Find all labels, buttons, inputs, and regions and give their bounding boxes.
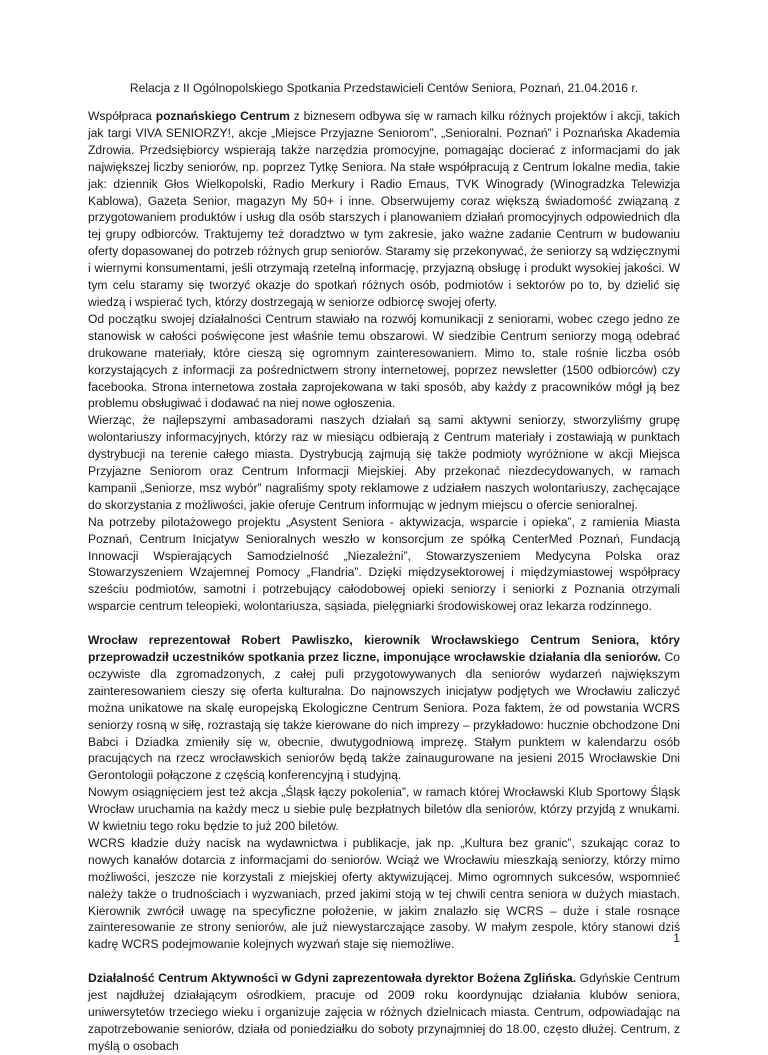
bold-phrase-poznan: poznańskiego Centrum [155, 109, 290, 123]
text-run: Co oczywiste dla zgromadzonych, z całej puli przygotowywanych dla seniorów wydarzeń największym zainteresowaniem cieszy się oferta kulturalna. Do najnowszych inicjatyw podjętych we Wrocławiu zaliczyć można unikatowe na skalę europejską Ekologiczne Centrum Seniora. Poza faktem, że od powstania WCRS seniorzy rosną w siłę, rozrastają się także kierowane do nich imprezy – przykładowo: hucznie obchodzone Dni Babci i Dziadka zmieniły się w, obecnie, dwutygodniową imprezę. Stałym punktem w kalendarzu osób pracujących na rzecz wrocławskich seniorów będą także zainaugurowane na jesieni 2015 Wrocławskie Dni Gerontologii połączone z częścią konferencyjną i studyjną. [88, 649, 680, 783]
document-body [88, 108, 680, 1055]
paragraph-gdynia-intro [88, 970, 680, 1055]
bold-phrase-wroclaw: Wrocław reprezentował Robert Pawliszko, kierownik Wrocławskiego Centrum Seniora, który przeprowadził uczestników spotkania przez liczne, imponujące wrocławskie działania dla seniorów. [88, 633, 680, 664]
paragraph-wroclaw-slask: Nowym osiągnięciem jest też akcja „Śląsk łączy pokolenia”, w ramach której Wrocławski Klub Sportowy Śląsk Wrocław uruchamia na każdy mecz u siebie pulę bezpłatnych biletów dla seniorów, którzy przyjdą z wnukami. W kwietniu tego roku będzie to już 200 biletów. [88, 785, 680, 834]
page-number: 1 [673, 931, 680, 945]
document-title: Relacja z II Ogólnopolskiego Spotkania Przedstawicieli Centów Seniora, Poznań, 21.04.2016 r. [129, 81, 639, 95]
text-run: Współpraca [88, 109, 156, 123]
paragraph-poznan-assistant: Na potrzeby pilotażowego projektu „Asystent Seniora - aktywizacja, wsparcie i opieka”, z ramienia Miasta Poznań, Centrum Inicjatyw Senioralnych weszło w konsorcjum ze spółką CenterMed Poznań, Fundacją Innowacji Wspierających Samodzielność „Niezależni”, Stowarzyszeniem Medycyna Polska oraz Stowarzyszeniem Wzajemnej Pomocy „Flandria”. Dzięki międzysektorowej i międzymiastowej współpracy sześciu podmiotów, samotni i potrzebujący całodobowej opieki seniorzy i seniorki z Poznania otrzymali wsparcie centrum teleopieki, wolontariusza, sąsiada, pielęgniarki środowiskowej oraz lekarza rodzinnego. [88, 514, 680, 614]
paragraph-wroclaw-intro [88, 632, 680, 784]
text-run: Gdyńskie Centrum jest najdłużej działającym ośrodkiem, pracuje od 2009 roku koordynując działania klubów seniora, uniwersytetów trzeciego wieku i organizuje zajęcia w różnych dzielnicach miasta. Centrum, odpowiadając na zapotrzebowanie seniorów, działa od poniedziałku do soboty przynajmniej do 18.00, często dłużej. Centrum, z myślą o osobach [88, 971, 681, 1053]
paragraph-wroclaw-publications: WCRS kładzie duży nacisk na wydawnictwa i publikacje, jak np. „Kultura bez granic”, szukając coraz to nowych kanałów dotarcia z informacjami do seniorów. Wciąż we Wrocławiu mieszkają seniorzy, którzy mimo możliwości, jeszcze nie korzystali z miejskiej oferty aktywizującej. Mimo ogromnych sukcesów, wspomnieć należy także o trudnościach i wyzwaniach, przed jakimi stoją w tej chwili centra seniora w dużych miastach. Kierownik zwrócił uwagę na specyficzne położenie, w jakim znalazło się WCRS – duże i stale rosnące zainteresowanie ze strony seniorów, ale już niewystarczające zasoby. W małym zespole, który stanowi dziś kadrę WCRS podejmowanie kolejnych wyzwań staje się niemożliwe. [88, 835, 680, 952]
bold-phrase-gdynia: Działalność Centrum Aktywności w Gdyni zaprezentowała dyrektor Bożena Zglińska. [88, 971, 577, 986]
text-run: z biznesem odbywa się w ramach kilku różnych projektów i akcji, takich jak targi VIVA SENIORZY!, akcje „Miejsce Przyjazne Seniorom”, „Senioralni. Poznań” i Poznańska Akademia Zdrowia. Przedsiębiorcy wspierają także narzędzia promocyjne, pomagając docierać z informacjami do jak największej liczby seniorów, np. poprzez Tytkę Seniora. Na stałe współpracują z Centrum lokalne media, takie jak: dziennik Głos Wielkopolski, Radio Merkury i Radio Emaus, TVK Winogrady (Winogradzka Telewizja Kablowa), Gazeta Senior, magazyn My 50+ i inne. Obserwujemy coraz większą świadomość związaną z przygotowaniem produktów i usług dla osób starszych i planowaniem działań promocyjnych odpowiednich dla tej grupy odbiorców. Traktujemy też doradztwo w tym zakresie, jako ważne zadanie Centrum w budowaniu oferty dopasowanej do potrzeb różnych grup seniorów. Staramy się przekonywać, że seniorzy są wdzięcznymi i wiernymi konsumentami, jeśli otrzymają rzetelną informację, przyjazną obsługę i produkt wysokiej jakości. W tym celu staramy się tworzyć okazje do spotkań różnych osób, podmiotów i sektorów po to, by dzielić się wiedzą i wspierać tych, którzy dostrzegają w seniorze odbiorcę swojej oferty. [88, 109, 680, 309]
paragraph-poznan-volunteers: Wierząc, że najlepszymi ambasadorami naszych działań są sami aktywni seniorzy, stworzyliśmy grupę wolontariuszy informacyjnych, którzy raz w miesiącu odbierają z Centrum materiały i zostawiają w punktach dystrybucji na terenie całego miasta. Dystrybucją zajmują się także podmioty wyróżnione w akcji Miejsca Przyjazne Seniorom oraz Centrum Informacji Miejskiej. Aby przekonać niezdecydowanych, w ramach kampanii „Seniorze, msz wybór” nagraliśmy spoty reklamowe z udziałem naszych wolontariuszy, zachęcające do skorzystania z możliwości, jakie oferuje Centrum informując w jednym miejscu o ofercie senioralnej. [88, 413, 680, 512]
paragraph-poznan-intro [88, 108, 680, 311]
paragraph-poznan-communication: Od początku swojej działalności Centrum stawiało na rozwój komunikacji z seniorami, wobec czego jedno ze stanowisk w całości poświęcone jest właśnie temu obszarowi. W siedzibie Centrum seniorzy mogą odebrać drukowane materiały, które cieszą się ogromnym zainteresowaniem. Mimo to, stale rośnie liczba osób korzystających z informacji za pośrednictwem strony internetowej, poprzez newsletter (1500 odbiorców) czy facebooka. Strona internetowa została zaprojekowana w taki sposób, aby każdy z pracowników mógł ją bez problemu obsługiwać i dodawać na niej nowe ogłoszenia. [88, 311, 680, 411]
